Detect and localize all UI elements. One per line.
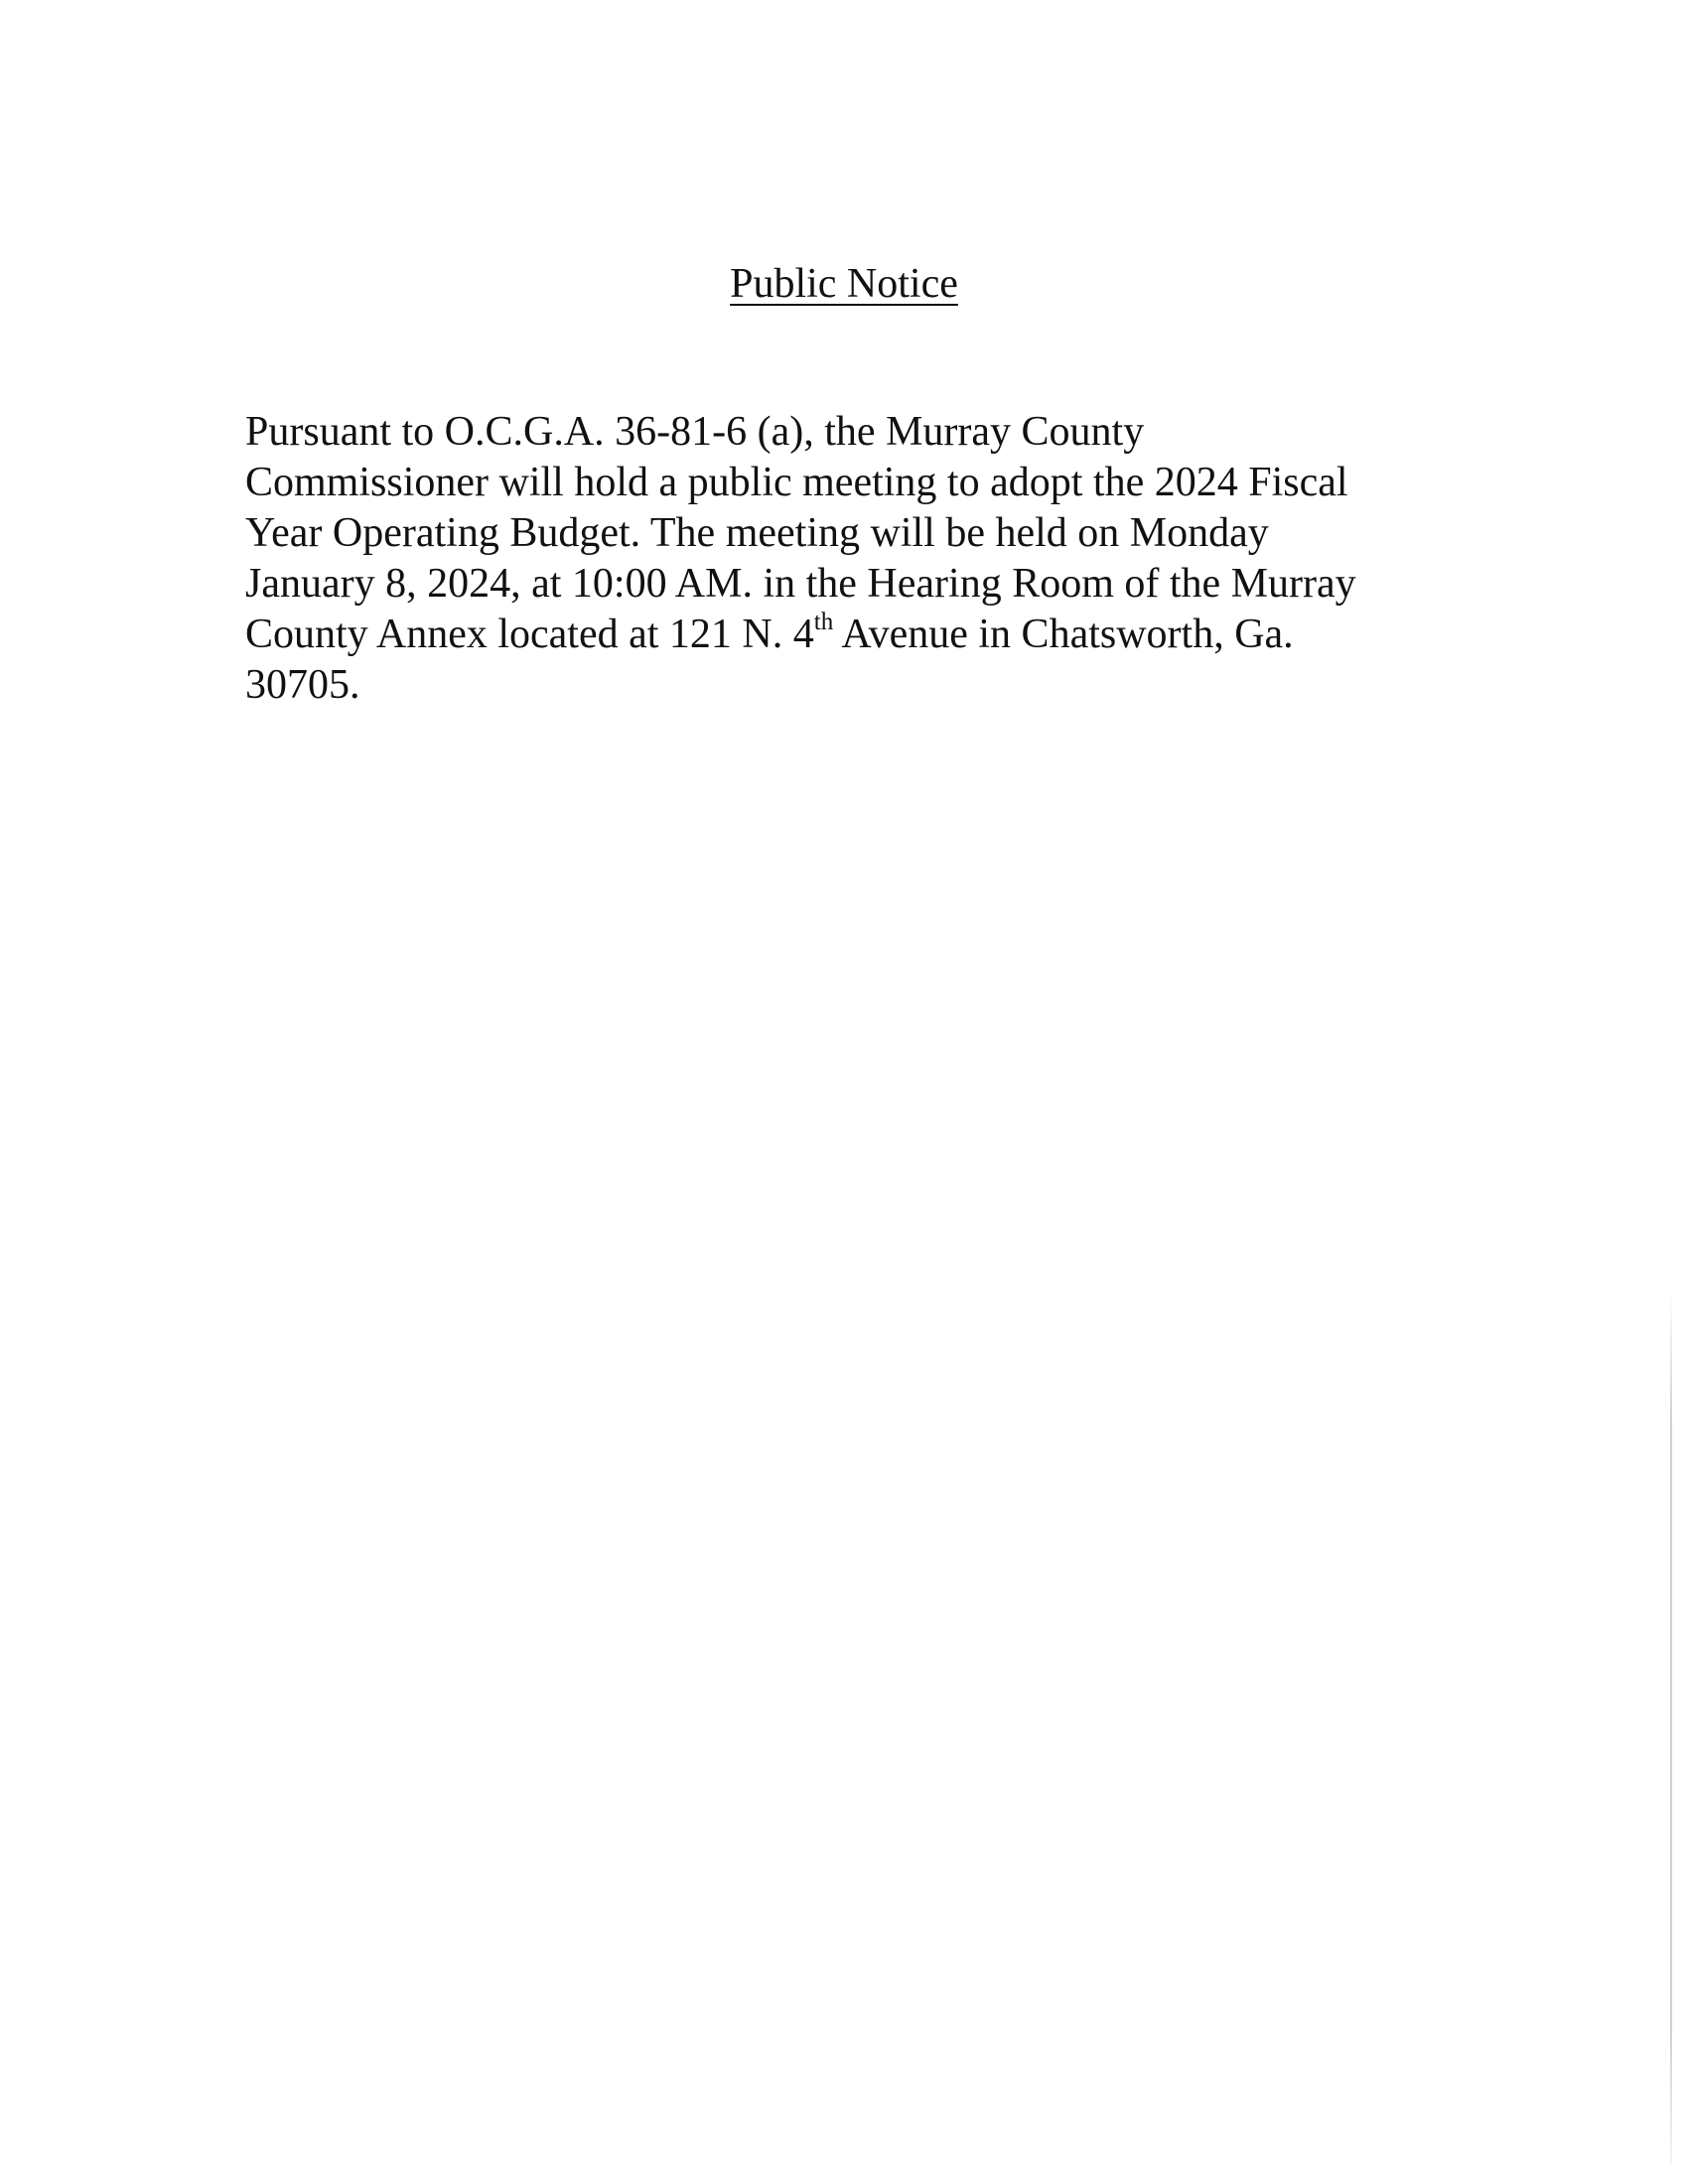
notice-line-2: Commissioner will hold a public meeting to adopt the 2024 Fiscal — [245, 460, 1348, 505]
notice-line-1: Pursuant to O.C.G.A. 36-81-6 (a), the Murray County — [245, 409, 1145, 455]
scan-edge-mark — [1670, 1291, 1672, 2164]
notice-line-5 — [245, 610, 1467, 660]
notice-line-3: Year Operating Budget. The meeting will be held on Monday — [245, 510, 1269, 556]
ordinal-suffix: th — [813, 609, 834, 635]
address-text-after: Avenue in Chatsworth, Ga. — [833, 612, 1294, 657]
notice-line-6: 30705. — [245, 662, 360, 708]
page-title: Public Notice — [730, 261, 958, 307]
address-text-before: County Annex located at 121 N. 4 — [245, 612, 814, 657]
notice-line-4: January 8, 2024, at 10:00 AM. in the Hearing Room of the Murray — [245, 561, 1356, 607]
notice-body — [245, 407, 1467, 711]
